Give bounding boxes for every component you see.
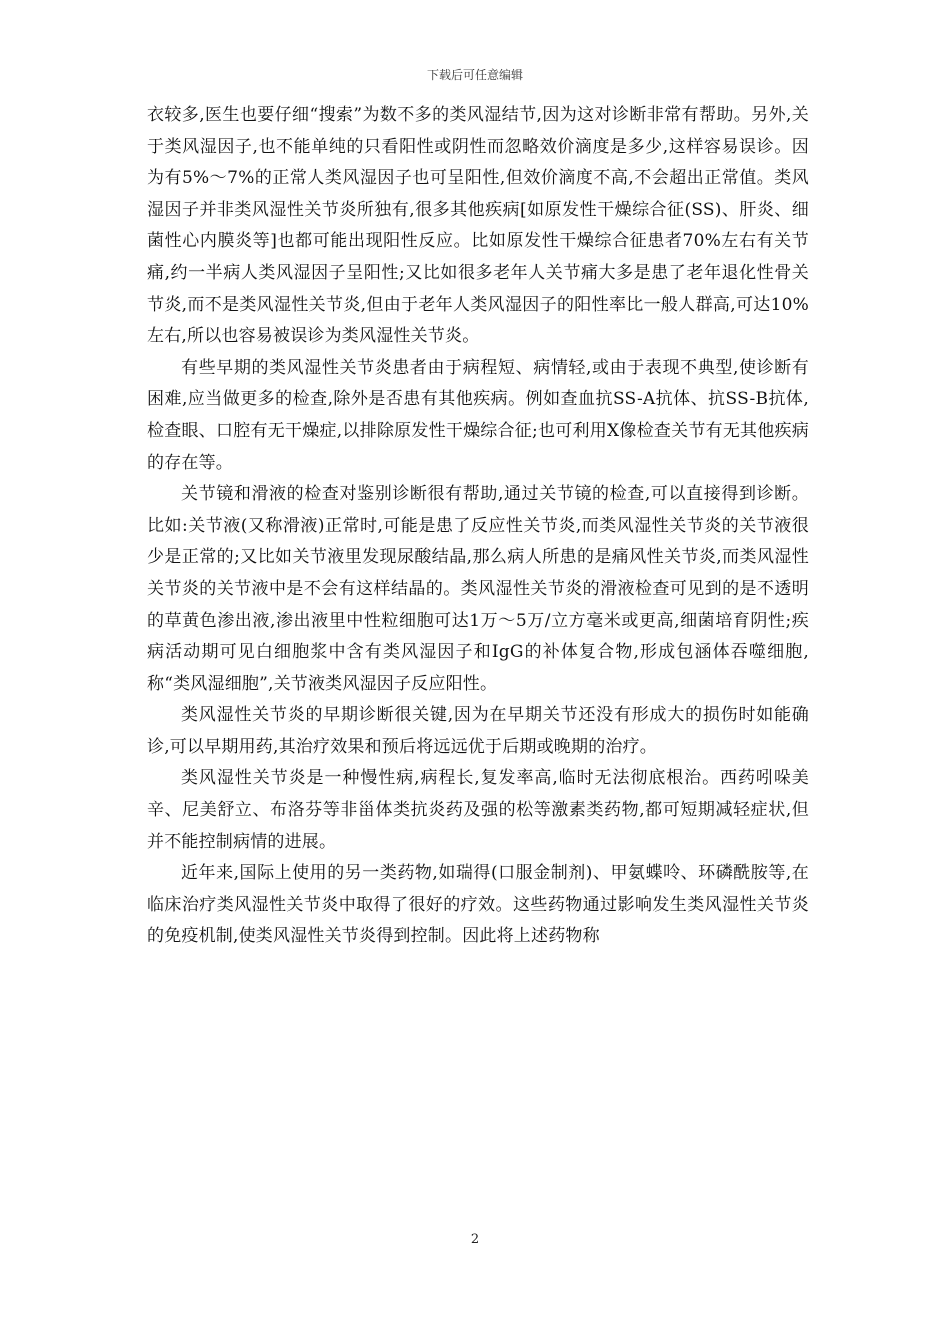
paragraph-3: 关节镜和滑液的检查对鉴别诊断很有帮助,通过关节镜的检查,可以直接得到诊断。比如:关节液(又称滑液)正常时,可能是患了反应性关节炎,而类风湿性关节炎的关节液很少是正常的;又比如关节液里发现尿酸结晶,那么病人所患的是痛风性关节炎,而类风湿性关节炎的关节液中是不会有这样结晶的。类风湿性关节炎的滑液检查可见到的是不透明的草黄色渗出液,渗出液里中性粒细胞可达1万～5万/立方毫米或更高,细菌培育阴性;疾病活动期可见白细胞浆中含有类风湿因子和IgG的补体复合物,形成包涵体吞噬细胞,称“类风湿细胞”,关节液类风湿因子反应阳性。 <box>147 484 809 694</box>
page-header: 下载后可任意编辑 <box>426 68 523 82</box>
document-body <box>147 100 809 953</box>
paragraph-2: 有些早期的类风湿性关节炎患者由于病程短、病情轻,或由于表现不典型,使诊断有困难,应当做更多的检查,除外是否患有其他疾病。例如查血抗SS-A抗体、抗SS-B抗体,检查眼、口腔有无干燥症,以排除原发性干燥综合征;也可利用X像检查关节有无其他疾病的存在等。 <box>147 357 809 473</box>
paragraph-4: 类风湿性关节炎的早期诊断很关键,因为在早期关节还没有形成大的损伤时如能确诊,可以早期用药,其治疗效果和预后将远远优于后期或晚期的治疗。 <box>147 705 809 757</box>
paragraph-6: 近年来,国际上使用的另一类药物,如瑞得(口服金制剂)、甲氨蝶呤、环磷酰胺等,在临床治疗类风湿性关节炎中取得了很好的疗效。这些药物通过影响发生类风湿性关节炎的免疫机制,使类风湿性关节炎得到控制。因此将上述药物称 <box>147 863 809 947</box>
paragraph-5: 类风湿性关节炎是一种慢性病,病程长,复发率高,临时无法彻底根治。西药吲哚美辛、尼美舒立、布洛芬等非甾体类抗炎药及强的松等激素类药物,都可短期减轻症状,但并不能控制病情的进展。 <box>147 768 809 852</box>
paragraph-1: 衣较多,医生也要仔细“搜索”为数不多的类风湿结节,因为这对诊断非常有帮助。另外,关于类风湿因子,也不能单纯的只看阳性或阴性而忽略效价滴度是多少,这样容易误诊。因为有5%～7%的正常人类风湿因子也可呈阳性,但效价滴度不高,不会超出正常值。类风湿因子并非类风湿性关节炎所独有,很多其他疾病[如原发性干燥综合征(SS)、肝炎、细菌性心内膜炎等]也都可能出现阳性反应。比如原发性干燥综合征患者70%左右有关节痛,约一半病人类风湿因子呈阳性;又比如很多老年人关节痛大多是患了老年退化性骨关节炎,而不是类风湿性关节炎,但由于老年人类风湿因子的阳性率比一般人群高,可达10%左右,所以也容易被误诊为类风湿性关节炎。 <box>147 105 809 347</box>
page-number: 2 <box>470 1232 480 1247</box>
